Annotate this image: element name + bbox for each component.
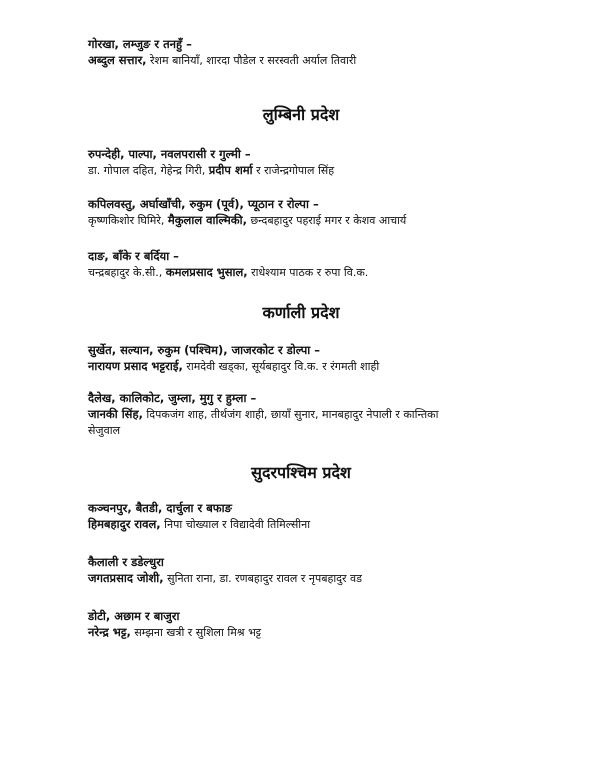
region-group [88,248,528,281]
region-heading: दाङ, बाँके र बर्दिया – [88,249,179,263]
region-heading: कपिलवस्तु, अर्घाखाँची, रुकुम (पूर्व), प्यूठान र रोल्पा – [88,197,319,211]
member-names [88,358,528,375]
region-group [88,196,528,229]
member-names [88,162,528,179]
region-heading: डोटी, अछाम र बाजुरा [88,609,180,623]
province-title: लुम्बिनी प्रदेश [262,105,340,124]
lead-name: जानकी सिंह, [88,407,143,421]
member-names [88,516,528,533]
member-names [88,570,528,587]
region-heading: गोरखा, लम्जुङ र तनहुँ – [88,37,192,51]
region-group [88,342,528,375]
region-group [88,390,458,439]
region-group [88,554,528,587]
lead-name: नारायण प्रसाद भट्टराई, [88,359,183,373]
other-names: सम्झना खत्री र सुशिला मिश्र भट्ट [130,626,262,639]
province-title: सुदरपश्चिम प्रदेश [251,463,351,482]
region-group [88,36,528,69]
member-names [88,624,528,641]
region-group [88,608,528,641]
other-names: रामदेवी खड्का, सूर्यबहादुर वि.क. र रंगमती शाही [182,360,380,373]
region-heading: रुपन्देही, पाल्पा, नवलपरासी र गुल्मी – [88,147,251,161]
other-names: दिपकजंग शाह, तीर्थजंग शाही, छायाँ सुनार, मानबहादुर नेपाली र कान्तिका सेजुवाल [88,408,439,437]
lead-name: हिमबहादुर रावल, [88,517,161,531]
pre-names: कृष्णकिशोर घिमिरे, [88,214,168,227]
other-names: निपा चोख्याल र विद्यादेवी तिमिल्सीना [160,518,311,531]
member-names [88,406,458,439]
lead-name: मैकुलाल वाल्मिकी, [167,213,247,227]
region-heading: दैलेख, कालिकोट, जुम्ला, मुगु र हुम्ला – [88,391,257,405]
region-heading: कञ्चनपुर, बैतडी, दार्चुला र बफाङ [88,501,232,515]
region-group [88,500,528,533]
other-names: र राजेन्द्रगोपाल सिंह [252,164,335,177]
lead-name: अब्दुल सत्तार, [88,53,147,67]
lead-name: कमलप्रसाद भुसाल, [165,265,248,279]
region-group [88,146,528,179]
member-names [88,212,528,229]
lead-name: प्रदीप शर्मा [208,163,253,177]
province-title: कर्णाली प्रदेश [262,303,340,322]
other-names: छन्दबहादुर पहराई मगर र केशव आचार्य [246,214,407,227]
pre-names: चन्द्रबहादुर के.सी., [88,266,166,279]
region-heading: सुर्खेत, सल्यान, रुकुम (पश्चिम), जाजरकोट र डोल्पा – [88,343,320,357]
member-names [88,52,528,69]
lead-name: नरेन्द्र भट्ट, [88,625,131,639]
region-heading: कैलाली र डडेल्धुरा [88,555,164,569]
member-names [88,264,528,281]
other-names: सुनिता राना, डा. रणबहादुर रावल र नृपबहादुर वड [163,572,363,585]
lead-name: जगतप्रसाद जोशी, [88,571,164,585]
pre-names: डा. गोपाल दहित, गेहेन्द्र गिरी, [88,164,209,177]
other-names: रेशम बानियाँ, शारदा पौडेल र सरस्वती अर्याल तिवारी [146,54,357,67]
other-names: राधेश्याम पाठक र रुपा वि.क. [247,266,369,279]
